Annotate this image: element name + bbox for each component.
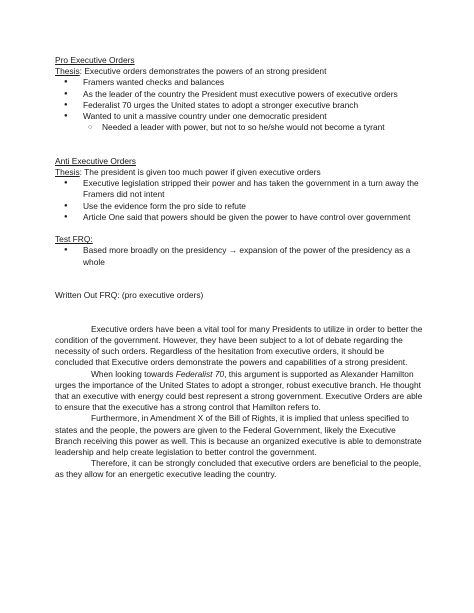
anti-thesis-text: : The president is given too much power if given executive orders <box>79 167 321 177</box>
anti-thesis-label: Thesis <box>55 167 80 177</box>
federalist-70-title: Federalist 70 <box>175 368 225 379</box>
list-item: ● Executive legislation stripped their power and has taken the government in a turn away the Framers did not intent <box>55 178 423 200</box>
list-item: ● Use the evidence form the pro side to refute <box>55 201 423 212</box>
essay-paragraph-1: Executive orders have been a vital tool for many Presidents to utilize in order to better the condition of the government. However, they have been subject to a lot of debate regarding the necessity of such orders. Regardless of the hesitation from executive orders, it should be concluded that Executive orders demonstrate the powers and capabilities of a strong president. <box>55 323 423 368</box>
essay <box>55 324 423 481</box>
pro-bullet-list <box>55 77 423 133</box>
list-item: ● Framers wanted checks and balances <box>55 77 423 88</box>
list-item: ● Wanted to unit a massive country under one democratic president <box>55 111 423 122</box>
essay-paragraph-2-rest: , this argument is supported as Alexander Hamilton urges the importance of the United States to adopt a stronger, robust executive branch. He thought that an executive with energy could best represent a strong government. Executive Orders are able to ensure that the executive has a strong control that Hamilton refers to. <box>55 368 423 413</box>
test-frq-list <box>55 245 423 267</box>
list-item: ● As the leader of the country the President must executive powers of executive orders <box>55 89 423 100</box>
essay-paragraph-2-start: When looking towards <box>91 368 176 379</box>
sub-list-item: ○ Needed a leader with power, but not to so he/she would not become a tyrant <box>55 122 423 133</box>
pro-thesis-text: : Executive orders demonstrates the powers of an strong president <box>79 66 327 77</box>
list-item: ● Federalist 70 urges the United states to adopt a stronger executive branch <box>55 100 423 111</box>
written-frq-heading: Written Out FRQ: (pro executive orders) <box>55 290 204 301</box>
essay-paragraph-3: Furthermore, in Amendment X of the Bill of Rights, it is implied that unless specified to states and the people, the powers are given to the Federal Government, likely the Executive Branch receiving this power as well. This is because an organized executive is able to demonstrate leadership and help create legislation to better control the government. <box>55 413 422 457</box>
anti-heading: Anti Executive Orders <box>55 155 136 166</box>
pro-thesis-label: Thesis <box>55 66 80 77</box>
pro-heading: Pro Executive Orders <box>55 55 135 65</box>
list-item: ● Article One said that powers should be given the power to have control over government <box>55 212 423 223</box>
document-body <box>55 55 423 481</box>
essay-paragraph-4: Therefore, it can be strongly concluded that executive orders are beneficial to the people, as they allow for an energetic executive leading the country. <box>55 458 422 480</box>
list-item: ● Based more broadly on the presidency → expansion of the power of the presidency as a whole <box>55 245 423 267</box>
anti-bullet-list <box>55 178 423 223</box>
essay-paragraph-2 <box>55 369 423 414</box>
pro-thesis <box>55 66 423 77</box>
anti-thesis <box>55 167 423 178</box>
test-frq-heading: Test FRQ: <box>55 234 93 245</box>
